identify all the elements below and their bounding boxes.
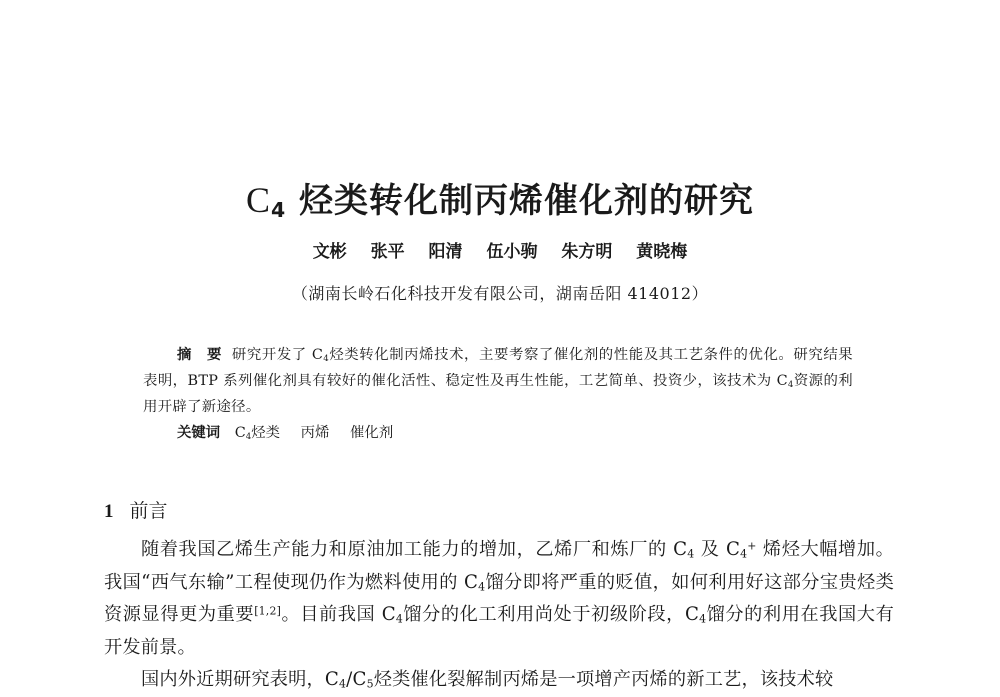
affiliation: （湖南长岭石化科技开发有限公司，湖南岳阳 414012） — [291, 284, 709, 303]
superscript: + — [747, 539, 757, 553]
author: 朱方明 — [561, 242, 613, 262]
keywords — [177, 420, 409, 446]
paragraph — [104, 664, 894, 697]
author: 张平 — [370, 242, 405, 262]
author: 阳清 — [428, 242, 463, 262]
author: 黄晓梅 — [636, 242, 688, 262]
subscript: 4 — [245, 432, 252, 443]
subscript: 4 — [687, 547, 695, 561]
section-heading — [104, 498, 168, 525]
subscript: 4 — [787, 380, 794, 391]
subscript: 5 — [366, 677, 374, 691]
title-main: 烃类转化制丙烯催化剂的研究 — [299, 181, 755, 221]
text-run: 馏分即将严重的贬值，如何利用好这部分宝贵烃类资源显得更为重要 — [104, 571, 894, 625]
subscript: 4 — [323, 354, 330, 365]
text-run: 。目前我国 C — [281, 604, 396, 625]
author-list — [0, 240, 1000, 264]
section-number: 1 — [104, 501, 114, 522]
text-run: 馏分的利用在我国大有开发前景。 — [104, 604, 894, 658]
title-prefix: C — [245, 180, 271, 220]
abstract-text: 资源的利用开辟了新途径。 — [143, 373, 854, 415]
text-run: 馏分的化工利用尚处于初级阶段，C — [402, 604, 700, 625]
title-subscript: 4 — [270, 198, 287, 223]
subscript: 4 — [740, 547, 748, 561]
text-run: /C — [346, 669, 367, 690]
subscript: 4 — [699, 612, 707, 626]
keyword: 丙烯 — [300, 425, 330, 441]
author: 伍小驹 — [486, 242, 538, 262]
citation: [1,2] — [254, 604, 282, 618]
keyword: 催化剂 — [350, 425, 394, 441]
abstract-label: 摘 要 — [177, 347, 222, 363]
body-text — [104, 534, 894, 697]
subscript: 4 — [478, 580, 486, 594]
keyword-prefix: C — [234, 425, 246, 441]
subscript: 4 — [339, 677, 347, 691]
subscript: 4 — [395, 612, 403, 626]
author: 文彬 — [312, 242, 347, 262]
abstract-text: 烃类转化制丙烯技术，主要考察了催化剂的性能及其工艺条件的优化。研究结果表明，BTP 系列催化剂具有较好的催化活性、稳定性及再生性能，工艺简单、投资少，该技术为 C — [143, 347, 854, 389]
text-run: 烯烃大幅增加。我国“西气东输”工程使现仍作为燃料使用的 C — [104, 539, 894, 593]
paper-title — [0, 178, 1000, 223]
paragraph — [104, 534, 894, 664]
abstract-text: 研究开发了 C — [231, 347, 324, 363]
section-title: 前言 — [129, 500, 168, 522]
text-run: 随着我国乙烯生产能力和原油加工能力的增加，乙烯厂和炼厂的 C — [141, 539, 688, 560]
text-run: 烃类催化裂解制丙烯是一项增产丙烯的新工艺，该技术较 — [373, 669, 834, 690]
keyword-rest: 烃类 — [251, 425, 281, 441]
text-run: 及 C — [694, 539, 741, 560]
keywords-label: 关键词 — [177, 425, 221, 441]
keyword — [235, 425, 280, 441]
text-run: 国内外近期研究表明，C — [141, 669, 339, 690]
abstract — [143, 342, 853, 420]
